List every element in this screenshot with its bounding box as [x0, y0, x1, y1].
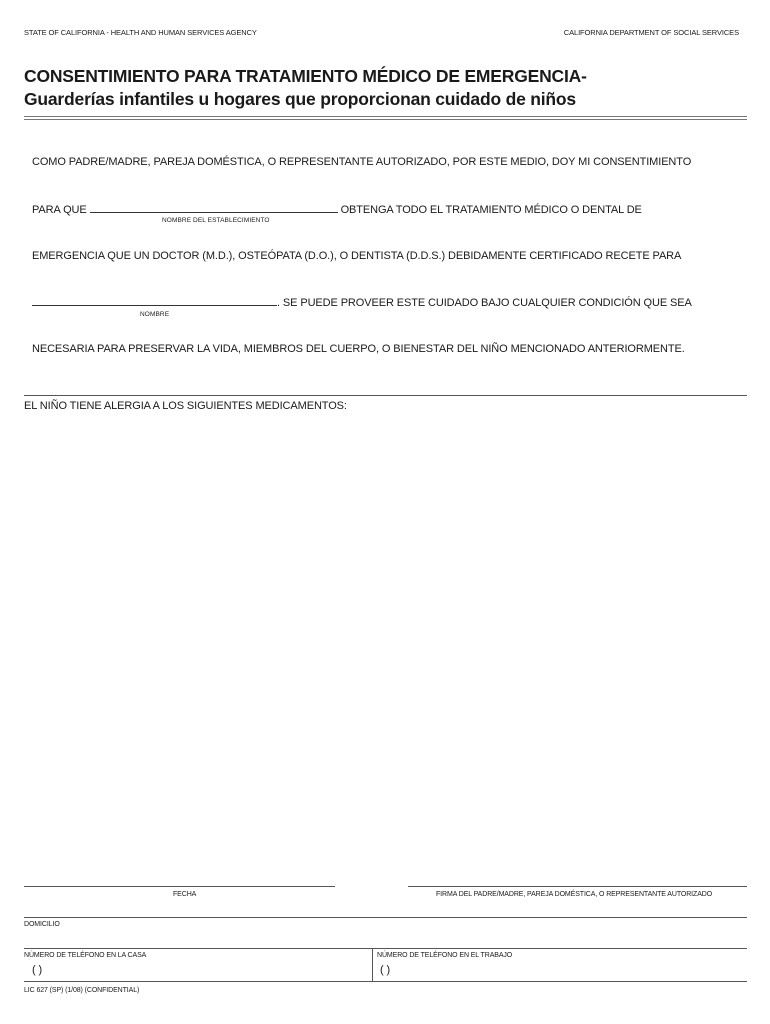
facility-name-field[interactable]: [90, 203, 338, 213]
work-phone-field[interactable]: ( ): [380, 964, 391, 976]
phone-column-divider: [372, 948, 373, 981]
allergies-label: EL NIÑO TIENE ALERGIA A LOS SIGUIENTES MEDICAMENTOS:: [24, 400, 347, 412]
consent-line-4: [32, 296, 692, 309]
child-name-caption: NOMBRE: [140, 311, 170, 318]
form-title: CONSENTIMIENTO PARA TRATAMIENTO MÉDICO DE EMERGENCIA-: [24, 66, 587, 86]
form-subtitle: Guarderías infantiles u hogares que proporcionan cuidado de niños: [24, 89, 576, 109]
agency-header-right: CALIFORNIA DEPARTMENT OF SOCIAL SERVICES: [563, 28, 739, 37]
signature-line: [408, 886, 747, 887]
consent-line-2: [32, 203, 642, 216]
date-label: FECHA: [173, 891, 197, 898]
address-label: DOMICILIO: [24, 921, 60, 928]
home-phone-label: NÚMERO DE TELÉFONO EN LA CASA: [24, 952, 147, 959]
footer-divider: [24, 981, 747, 982]
home-phone-field[interactable]: ( ): [32, 964, 43, 976]
date-line: [24, 886, 335, 887]
signature-field[interactable]: [408, 870, 747, 886]
signature-label: FIRMA DEL PADRE/MADRE, PAREJA DOMÉSTICA, O REPRESENTANTE AUTORIZADO: [436, 891, 713, 898]
phone-divider: [24, 948, 747, 949]
child-name-field[interactable]: [32, 296, 277, 306]
consent-line-4-post: . SE PUEDE PROVEER ESTE CUIDADO BAJO CUALQUIER CONDICIÓN QUE SEA: [277, 297, 692, 309]
consent-line-1: COMO PADRE/MADRE, PAREJA DOMÉSTICA, O REPRESENTANTE AUTORIZADO, POR ESTE MEDIO, DOY MI CONSENTIMIENTO: [32, 156, 692, 168]
title-divider-2: [24, 119, 747, 120]
agency-header-left: STATE OF CALIFORNIA - HEALTH AND HUMAN SERVICES AGENCY: [24, 28, 257, 37]
title-divider: [24, 116, 747, 117]
date-field[interactable]: [24, 870, 335, 886]
address-field[interactable]: [24, 931, 747, 947]
consent-line-2-pre: PARA QUE: [32, 204, 87, 216]
allergies-divider: [24, 395, 747, 396]
consent-line-3: EMERGENCIA QUE UN DOCTOR (M.D.), OSTEÓPATA (D.O.), O DENTISTA (D.D.S.) DEBIDAMENTE CERTIFICADO RECETE PARA: [32, 250, 682, 262]
consent-line-2-post: OBTENGA TODO EL TRATAMIENTO MÉDICO O DENTAL DE: [340, 204, 642, 216]
consent-line-5: NECESARIA PARA PRESERVAR LA VIDA, MIEMBROS DEL CUERPO, O BIENESTAR DEL NIÑO MENCIONADO ANTERIORMENTE.: [32, 343, 685, 355]
form-id: LIC 627 (SP) (1/08) (CONFIDENTIAL): [24, 987, 140, 994]
facility-name-caption: NOMBRE DEL ESTABLECIMIENTO: [162, 217, 270, 224]
work-phone-label: NÚMERO DE TELÉFONO EN EL TRABAJO: [377, 952, 513, 959]
address-divider: [24, 917, 747, 918]
allergies-textarea[interactable]: [24, 416, 747, 866]
